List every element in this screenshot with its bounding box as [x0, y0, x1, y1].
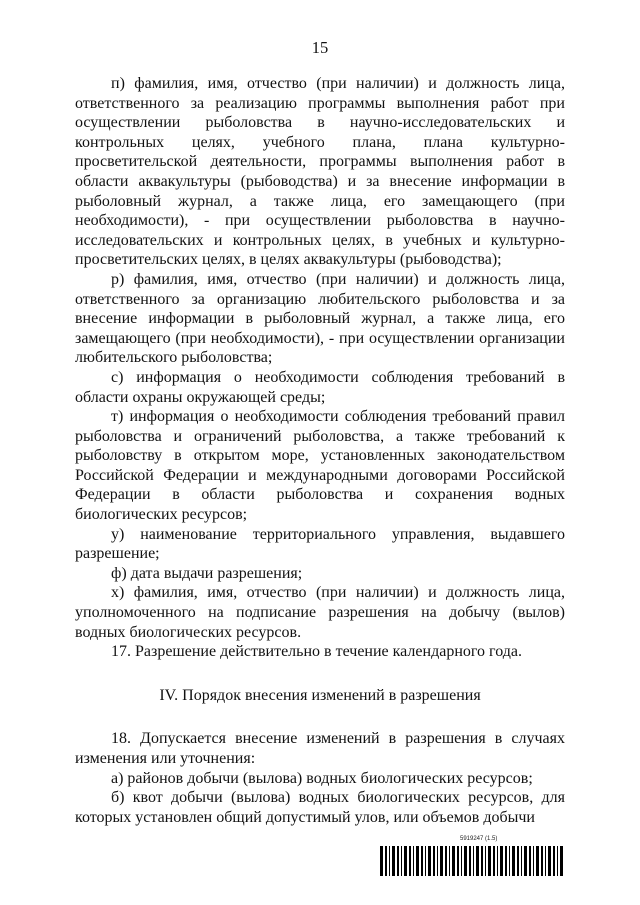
paragraph-item-kh: х) фамилия, имя, отчество (при наличии) и должность лица, уполномоченного на подписание разрешения на добычу (вылов) водных биологических ресурсов. [75, 584, 565, 641]
paragraph-item-t: т) информация о необходимости соблюдения требований правил рыболовства и ограничений рыболовства, а также требований к рыболовству в открытом море, установленных законодательством Российской Федерации и международными договорами Российской Федерации в области рыболовства и сохранения водных биологических ресурсов; [75, 408, 565, 524]
barcode-label: 5919247 (1.5) [460, 836, 498, 842]
page-number: 15 [311, 38, 329, 57]
section-heading: IV. Порядок внесения изменений в разрешения [159, 686, 481, 704]
paragraph-item-s: с) информация о необходимости соблюдения требований в области охраны окружающей среды; [75, 368, 565, 406]
paragraph-item-p: п) фамилия, имя, отчество (при наличии) и должность лица, ответственного за реализацию программы выполнения работ при осуществлении рыболовства в научно-исследовательских и контрольных целях, учебного плана, плана культурно-просветительской деятельности, программы выполнения работ в области аквакультуры (рыбоводства) и за внесение информации в рыболовный журнал, а также лица, его замещающего (при необходимости), - при осуществлении рыболовства в научно-исследовательских и контрольных целях, в учебных и культурно-просветительских целях, в целях аквакультуры (рыбоводства); [75, 75, 565, 269]
paragraph-17: 17. Разрешение действительно в течение календарного года. [111, 643, 522, 661]
paragraph-item-b: б) квот добычи (вылова) водных биологических ресурсов, для которых установлен общий допустимый улов, или объемов добычи [75, 789, 565, 826]
paragraph-item-a: а) районов добычи (вылова) водных биологических ресурсов; [111, 769, 533, 787]
barcode-icon [380, 846, 564, 876]
paragraph-item-r: р) фамилия, имя, отчество (при наличии) и должность лица, ответственного за организацию любительского рыболовства и за внесение информации в рыболовный журнал, а также лица, его замещающего (при необходимости), - при осуществлении организации любительского рыболовства; [75, 270, 565, 367]
paragraph-item-f: ф) дата выдачи разрешения; [111, 564, 303, 582]
paragraph-item-u: у) наименование территориального управления, выдавшего разрешение; [75, 525, 565, 563]
paragraph-18: 18. Допускается внесение изменений в разрешения в случаях изменения или уточнения: [75, 730, 565, 767]
document-body [75, 74, 565, 827]
